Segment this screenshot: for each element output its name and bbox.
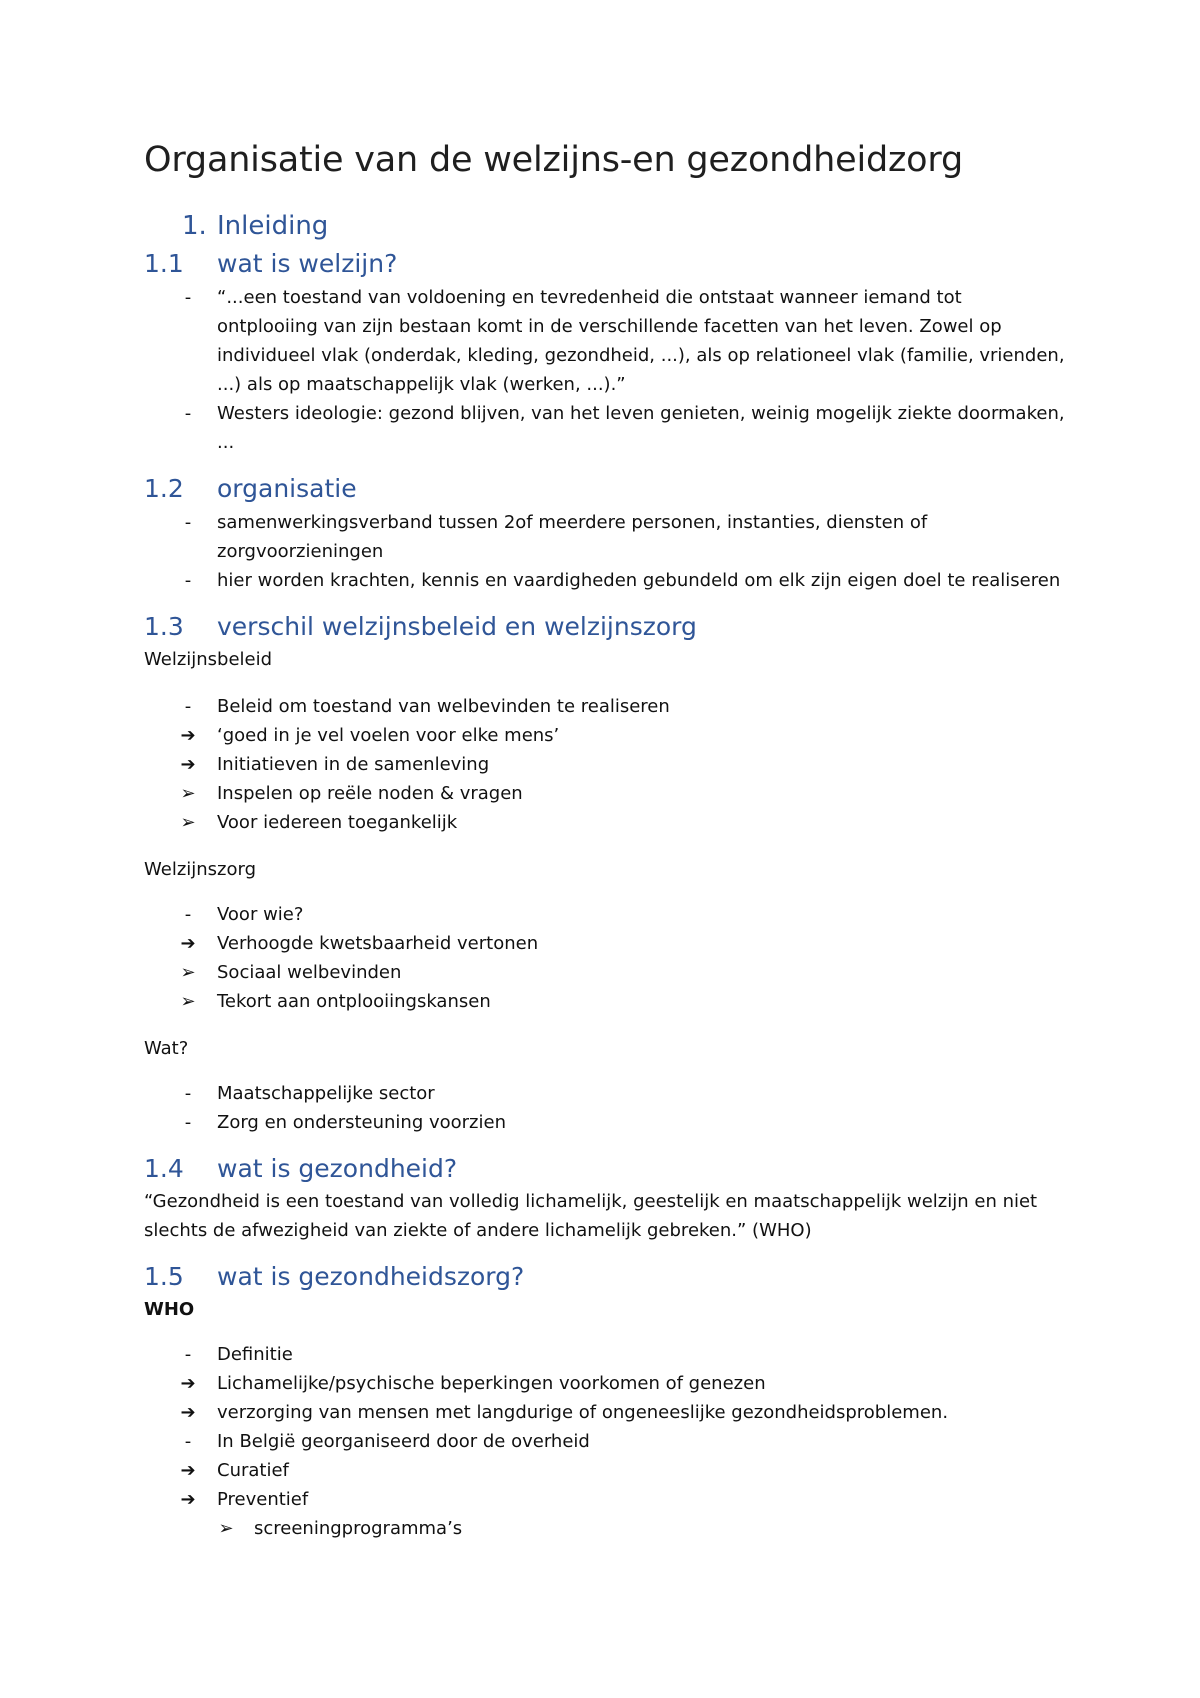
- welzijnszorg-item: Sociaal welbevinden: [217, 962, 402, 983]
- gezondheidszorg-subitem: screeningprogramma’s: [254, 1518, 463, 1539]
- dash-bullet: -: [184, 570, 192, 591]
- arrow-bullet-icon: ➔: [180, 754, 196, 775]
- organisatie-item-line: samenwerkingsverband tussen 2of meerdere personen, instanties, diensten of: [217, 512, 928, 533]
- welzijn-definition-line: ontplooiing van zijn bestaan komt in de verschillende facetten van het leven. Zowel op: [217, 316, 1002, 337]
- gezondheid-quote-line: slechts de afwezigheid van ziekte of andere lichamelijk gebreken.” (WHO): [144, 1220, 812, 1241]
- wat-item: Maatschappelijke sector: [217, 1083, 435, 1104]
- welzijnsbeleid-item: ‘goed in je vel voelen voor elke mens’: [217, 725, 560, 746]
- page-title: Organisatie van de welzijns-en gezondheidzorg: [144, 140, 963, 180]
- section-1-4-number: 1.4: [144, 1154, 184, 1183]
- chevron-bullet-icon: ➢: [180, 783, 196, 804]
- dash-bullet: -: [184, 1344, 192, 1365]
- welzijnszorg-item: Tekort aan ontplooiingskansen: [217, 991, 491, 1012]
- dash-bullet: -: [184, 512, 192, 533]
- westers-ideologie-line: Westers ideologie: gezond blijven, van het leven genieten, weinig mogelijk ziekte doormaken,: [217, 403, 1065, 424]
- gezondheidszorg-item: Curatief: [217, 1460, 289, 1481]
- arrow-bullet-icon: ➔: [180, 1402, 196, 1423]
- chevron-bullet-icon: ➢: [218, 1518, 234, 1539]
- westers-ideologie-line: ...: [217, 432, 235, 453]
- gezondheid-quote-line: “Gezondheid is een toestand van volledig lichamelijk, geestelijk en maatschappelijk welzijn en niet: [144, 1191, 1038, 1212]
- gezondheidszorg-item: Preventief: [217, 1489, 309, 1510]
- welzijn-definition-line: ...) als op maatschappelijk vlak (werken, ...).”: [217, 374, 626, 395]
- section-1-3-number: 1.3: [144, 612, 184, 641]
- section-1-title: Inleiding: [217, 211, 329, 241]
- section-1-3-title: verschil welzijnsbeleid en welzijnszorg: [217, 612, 697, 641]
- welzijnszorg-item: Voor wie?: [217, 904, 304, 925]
- chevron-bullet-icon: ➢: [180, 962, 196, 983]
- organisatie-item: hier worden krachten, kennis en vaardigheden gebundeld om elk zijn eigen doel te realiseren: [217, 570, 1061, 591]
- arrow-bullet-icon: ➔: [180, 725, 196, 746]
- dash-bullet: -: [184, 1083, 192, 1104]
- section-1-5-number: 1.5: [144, 1262, 184, 1291]
- section-1-2-number: 1.2: [144, 474, 184, 503]
- section-1-number: 1.: [182, 211, 207, 241]
- section-1-1-title: wat is welzijn?: [217, 249, 398, 278]
- dash-bullet: -: [184, 1112, 192, 1133]
- gezondheidszorg-item: In België georganiseerd door de overheid: [217, 1431, 590, 1452]
- chevron-bullet-icon: ➢: [180, 812, 196, 833]
- arrow-bullet-icon: ➔: [180, 1460, 196, 1481]
- gezondheidszorg-item: verzorging van mensen met langdurige of ongeneeslijke gezondheidsproblemen.: [217, 1402, 949, 1423]
- welzijnsbeleid-item: Voor iedereen toegankelijk: [217, 812, 458, 833]
- dash-bullet: -: [184, 1431, 192, 1452]
- arrow-bullet-icon: ➔: [180, 1489, 196, 1510]
- welzijnsbeleid-label: Welzijnsbeleid: [144, 649, 273, 670]
- arrow-bullet-icon: ➔: [180, 1373, 196, 1394]
- welzijnsbeleid-item: Beleid om toestand van welbevinden te realiseren: [217, 696, 670, 717]
- section-1-4-title: wat is gezondheid?: [217, 1154, 458, 1183]
- welzijn-definition-line: “...een toestand van voldoening en tevredenheid die ontstaat wanneer iemand tot: [217, 287, 962, 308]
- section-1-2-title: organisatie: [217, 474, 357, 503]
- welzijnszorg-item: Verhoogde kwetsbaarheid vertonen: [217, 933, 539, 954]
- wat-item: Zorg en ondersteuning voorzien: [217, 1112, 506, 1133]
- arrow-bullet-icon: ➔: [180, 933, 196, 954]
- welzijnszorg-label: Welzijnszorg: [144, 859, 257, 880]
- welzijnsbeleid-item: Initiatieven in de samenleving: [217, 754, 490, 775]
- welzijn-definition-line: individueel vlak (onderdak, kleding, gezondheid, ...), als op relationeel vlak (familie, vrienden,: [217, 345, 1065, 366]
- wat-label: Wat?: [144, 1038, 189, 1059]
- welzijnsbeleid-item: Inspelen op reële noden & vragen: [217, 783, 523, 804]
- gezondheidszorg-item: Definitie: [217, 1344, 293, 1365]
- section-1-5-title: wat is gezondheidszorg?: [217, 1262, 525, 1291]
- chevron-bullet-icon: ➢: [180, 991, 196, 1012]
- who-label: WHO: [144, 1299, 195, 1320]
- gezondheidszorg-item: Lichamelijke/psychische beperkingen voorkomen of genezen: [217, 1373, 766, 1394]
- section-1-1-number: 1.1: [144, 249, 184, 278]
- dash-bullet: -: [184, 904, 192, 925]
- organisatie-item-line: zorgvoorzieningen: [217, 541, 384, 562]
- dash-bullet: -: [184, 403, 192, 424]
- dash-bullet: -: [184, 696, 192, 717]
- dash-bullet: -: [184, 287, 192, 308]
